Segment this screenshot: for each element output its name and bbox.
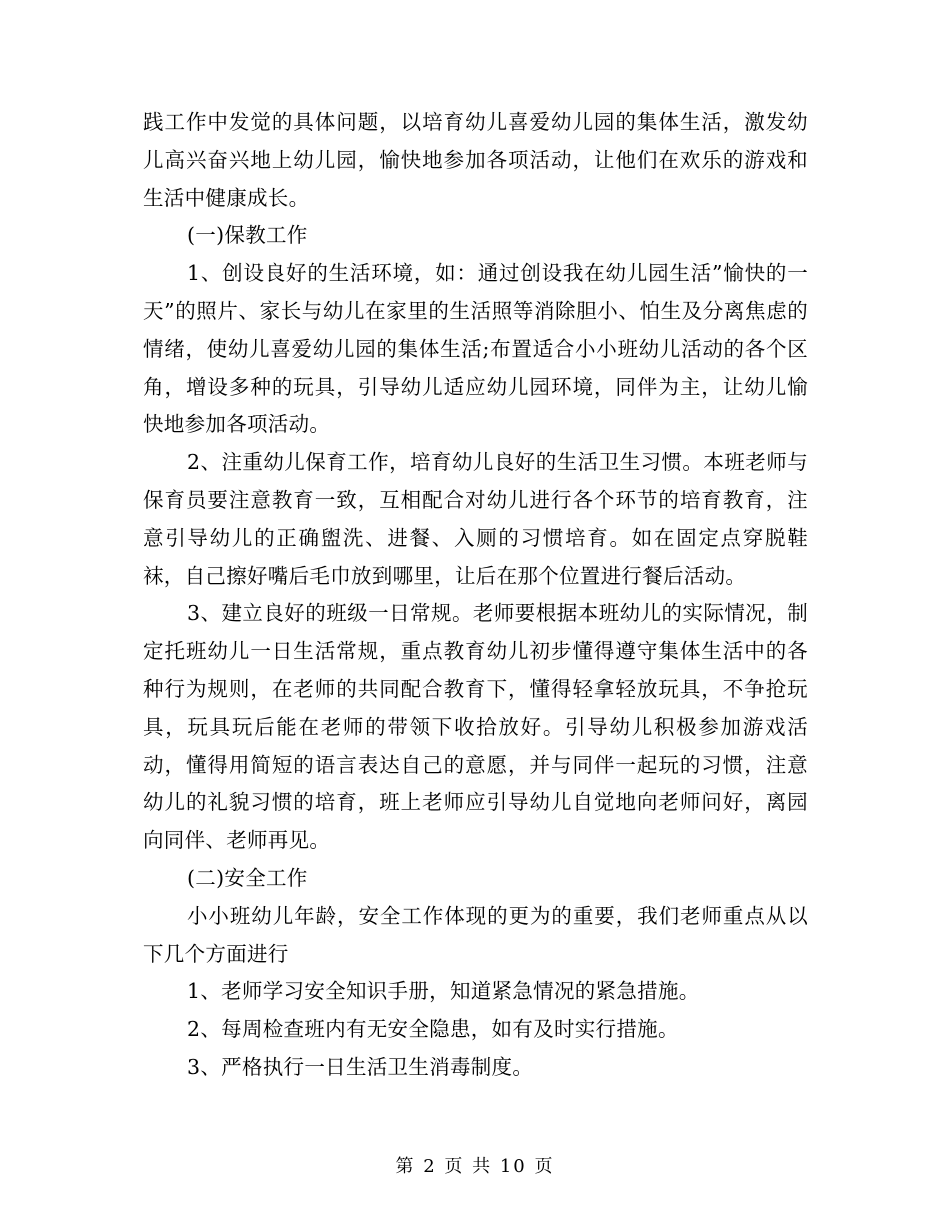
paragraph-hygiene-habits: 2、注重幼儿保育工作，培育幼儿良好的生活卫生习惯。本班老师与保育员要注意教育一致，互相配合对幼儿进行各个环节的培育教育，注意引导幼儿的正确盥洗、进餐、入厕的习惯培育。如在固定点穿脱鞋袜，自己擦好嘴后毛巾放到哪里，让后在那个位置进行餐后活动。 bbox=[143, 450, 808, 588]
paragraph-living-environment: 1、创设良好的生活环境，如：通过创设我在幼儿园生活”愉快的一天”的照片、家长与幼儿在家里的生活照等消除胆小、怕生及分离焦虑的情绪，使幼儿喜爱幼儿园的集体生活;布置适合小小班幼儿活动的各个区角，增设多种的玩具，引导幼儿适应幼儿园环境，同伴为主，让幼儿愉快地参加各项活动。 bbox=[143, 261, 808, 437]
list-item-safety-1: 1、老师学习安全知识手册，知道紧急情况的紧急措施。 bbox=[187, 979, 700, 1004]
list-item-safety-2: 2、每周检查班内有无安全隐患，如有及时实行措施。 bbox=[187, 1017, 679, 1042]
section-heading-care-education: (一)保教工作 bbox=[187, 223, 308, 248]
list-item-safety-3: 3、严格执行一日生活卫生消毒制度。 bbox=[187, 1054, 534, 1079]
document-body bbox=[143, 104, 808, 1087]
paragraph-safety-intro: 小小班幼儿年龄，安全工作体现的更为的重要，我们老师重点从以下几个方面进行 bbox=[143, 903, 808, 966]
page-number-footer: 第 2 页 共 10 页 bbox=[395, 1156, 555, 1177]
section-heading-safety: (二)安全工作 bbox=[187, 865, 308, 890]
paragraph-continued-intro: 践工作中发觉的具体问题，以培育幼儿喜爱幼儿园的集体生活，激发幼儿高兴奋兴地上幼儿园，愉快地参加各项活动，让他们在欢乐的游戏和生活中健康成长。 bbox=[143, 110, 808, 210]
paragraph-daily-routine: 3、建立良好的班级一日常规。老师要根据本班幼儿的实际情况，制定托班幼儿一日生活常规，重点教育幼儿初步懂得遵守集体生活中的各种行为规则，在老师的共同配合教育下，懂得轻拿轻放玩具，不争抢玩具，玩具玩后能在老师的带领下收拾放好。引导幼儿积极参加游戏活动，懂得用简短的语言表达自己的意愿，并与同伴一起玩的习惯，注意幼儿的礼貌习惯的培育，班上老师应引导幼儿自觉地向老师问好，离园向同伴、老师再见。 bbox=[143, 601, 808, 853]
